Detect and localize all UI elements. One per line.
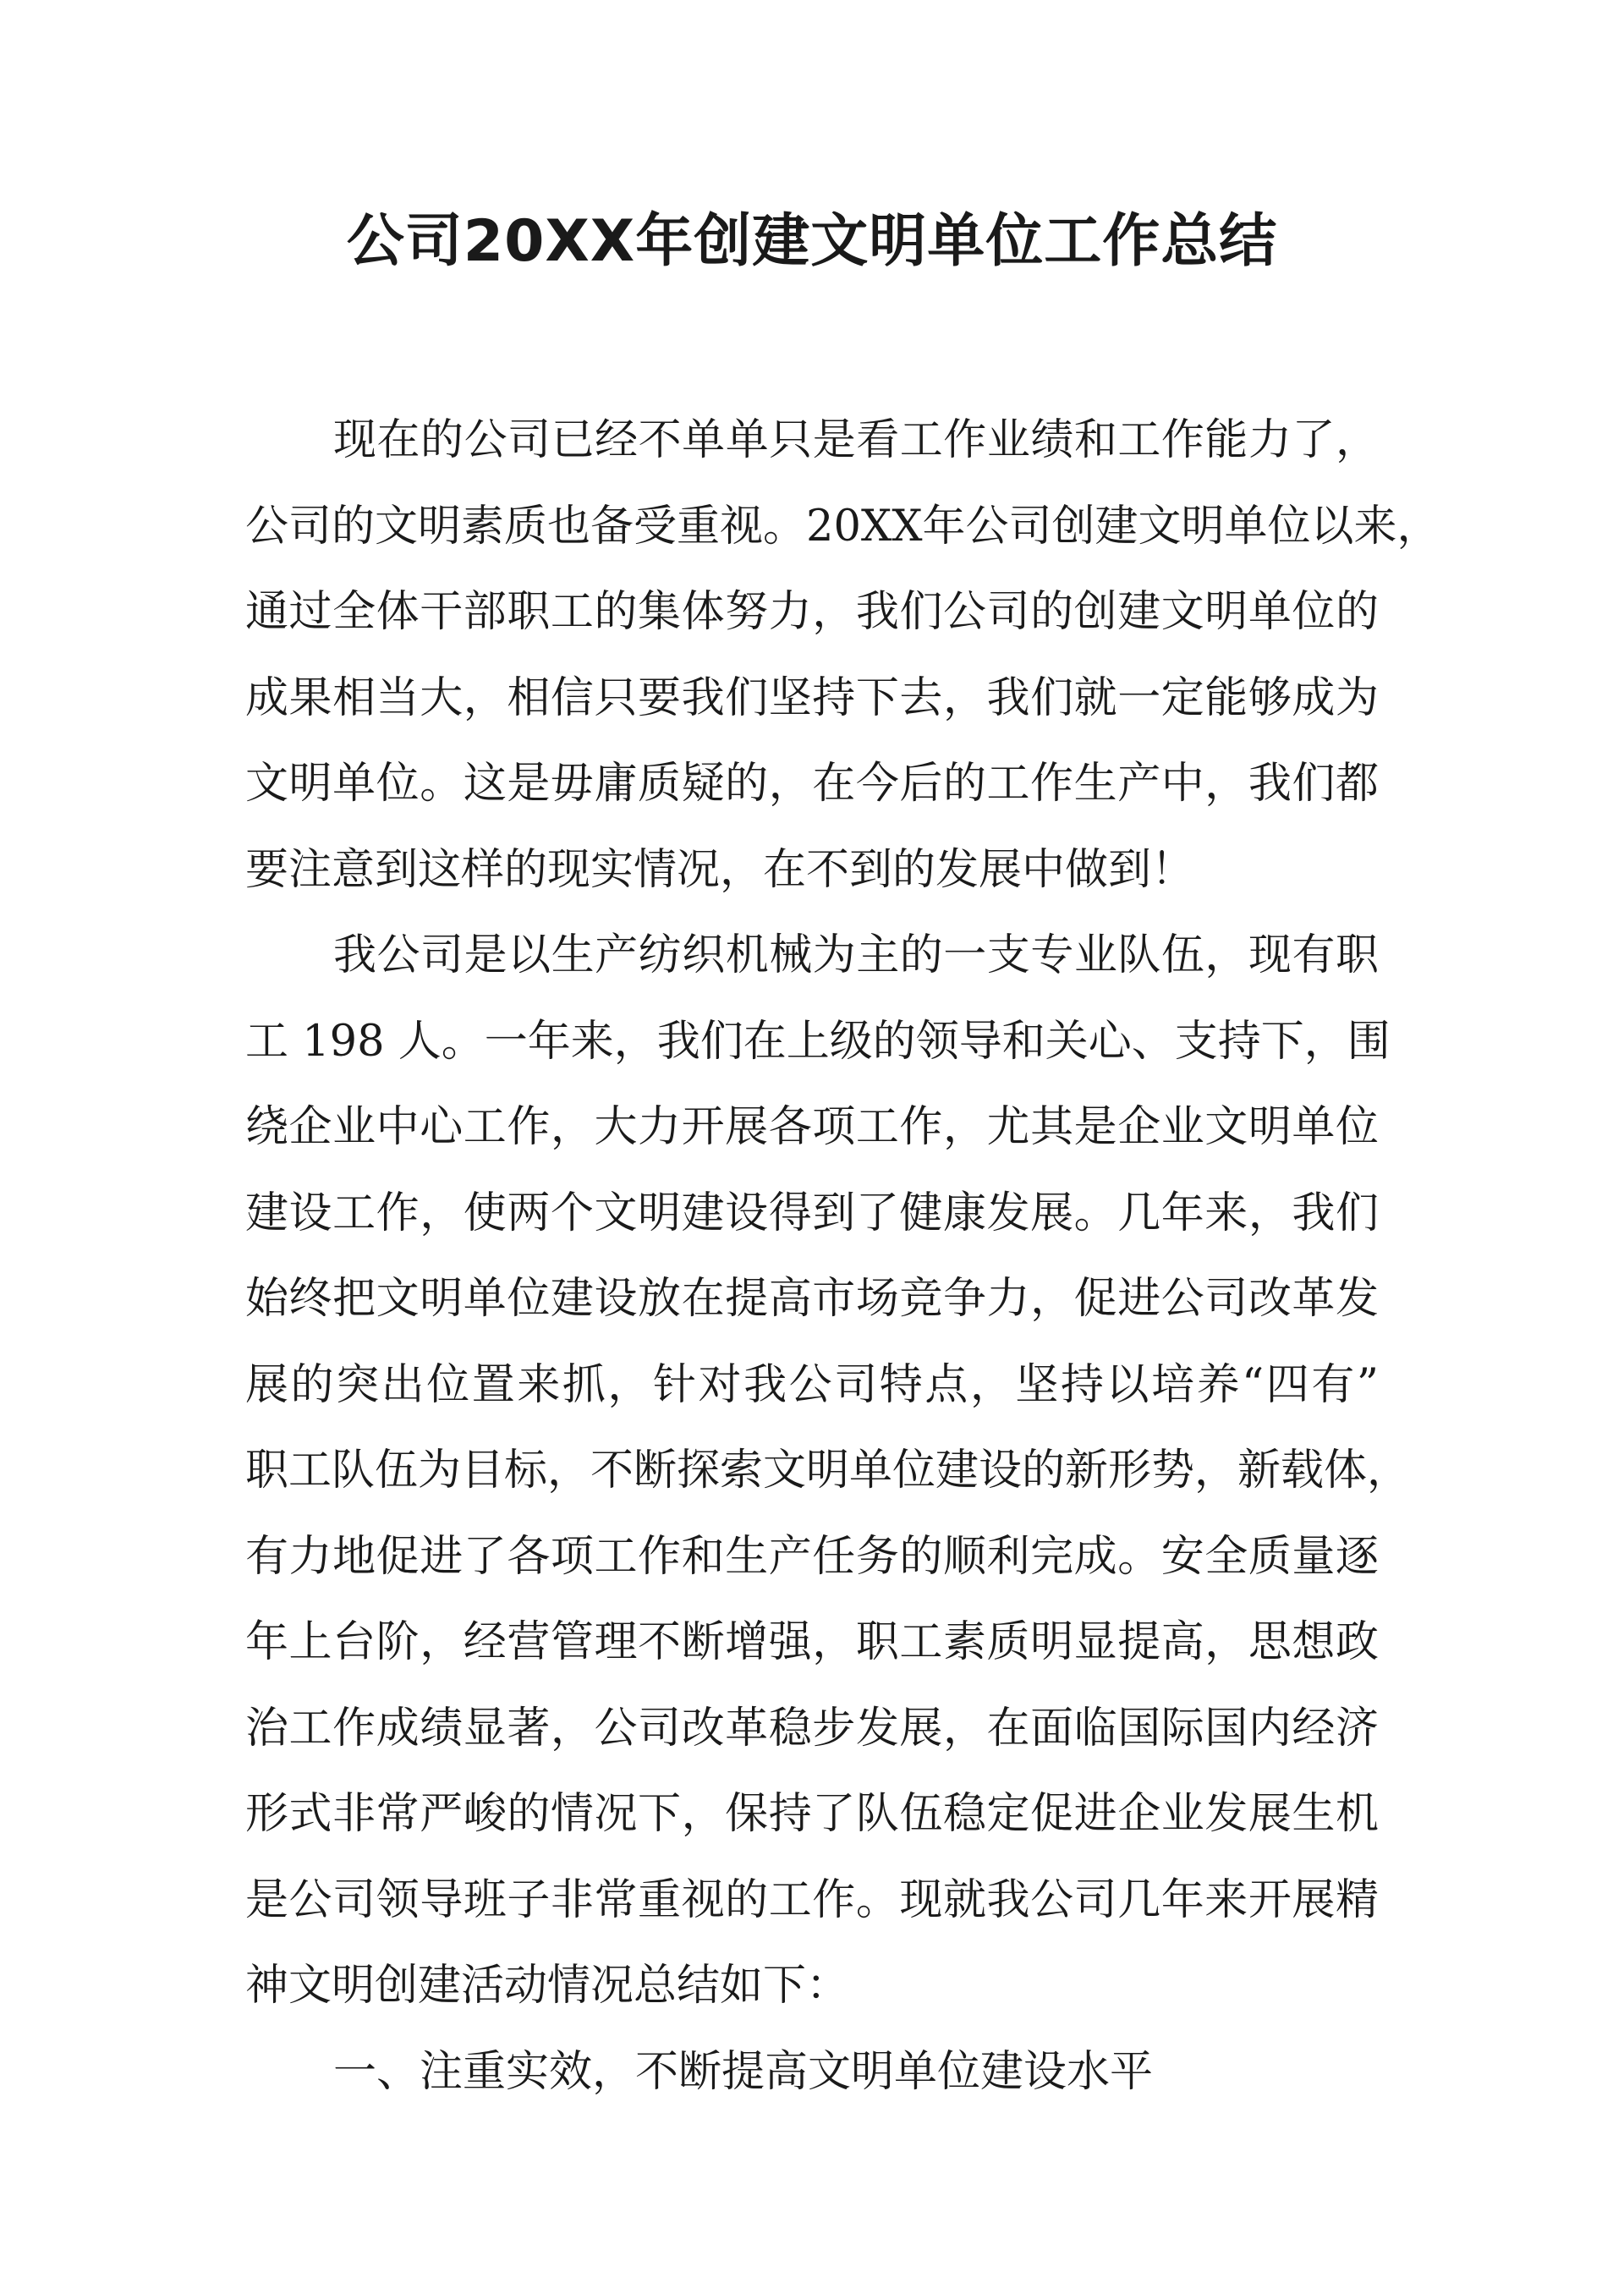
- paragraph-line: 绕企业中心工作，大力开展各项工作，尤其是企业文明单位: [245, 1102, 1379, 1152]
- paragraph-line: 工 198 人。一年来，我们在上级的领导和关心、支持下，围: [245, 1016, 1391, 1067]
- paragraph-line: 要注意到这样的现实情况，在不到的发展中做到！: [245, 844, 1195, 895]
- paragraph-line: 文明单位。这是毋庸质疑的，在今后的工作生产中，我们都: [245, 759, 1379, 809]
- paragraph-line: 展的突出位置来抓，针对我公司特点，坚持以培养“四有”: [245, 1359, 1379, 1410]
- paragraph-line: 形式非常严峻的情况下，保持了队伍稳定促进企业发展生机: [245, 1789, 1379, 1839]
- paragraph-line: 通过全体干部职工的集体努力，我们公司的创建文明单位的: [245, 587, 1379, 637]
- paragraph-line: 年上台阶，经营管理不断增强，职工素质明显提高，思想政: [245, 1617, 1379, 1667]
- paragraph-line: 治工作成绩显著，公司改革稳步发展，在面临国际国内经济: [245, 1703, 1379, 1753]
- page-title: 公司20XX年创建文明单位工作总结: [346, 208, 1278, 275]
- paragraph-line: 建设工作，使两个文明建设得到了健康发展。几年来，我们: [245, 1188, 1379, 1238]
- paragraph-line: 是公司领导班子非常重视的工作。现就我公司几年来开展精: [245, 1874, 1379, 1925]
- paragraph-first-line: 现在的公司已经不单单只是看工作业绩和工作能力了，: [333, 415, 1379, 465]
- paragraph-line: 公司的文明素质也备受重视。20XX年公司创建文明单位以来，: [245, 501, 1440, 552]
- paragraph-line: 始终把文明单位建设放在提高市场竞争力，促进公司改革发: [245, 1274, 1379, 1324]
- paragraph-line: 有力地促进了各项工作和生产任务的顺利完成。安全质量逐: [245, 1531, 1379, 1582]
- document-body: [245, 398, 1440, 2115]
- paragraph-line: 成果相当大，相信只要我们坚持下去，我们就一定能够成为: [245, 672, 1379, 723]
- paragraph-first-line: 一、注重实效，不断提高文明单位建设水平: [333, 2046, 1154, 2097]
- paragraph-line: 神文明创建活动情况总结如下：: [245, 1961, 850, 2011]
- paragraph-first-line: 我公司是以生产纺织机械为主的一支专业队伍，现有职: [333, 930, 1379, 980]
- paragraph-line: 职工队伍为目标，不断探索文明单位建设的新形势，新载体，: [245, 1446, 1411, 1495]
